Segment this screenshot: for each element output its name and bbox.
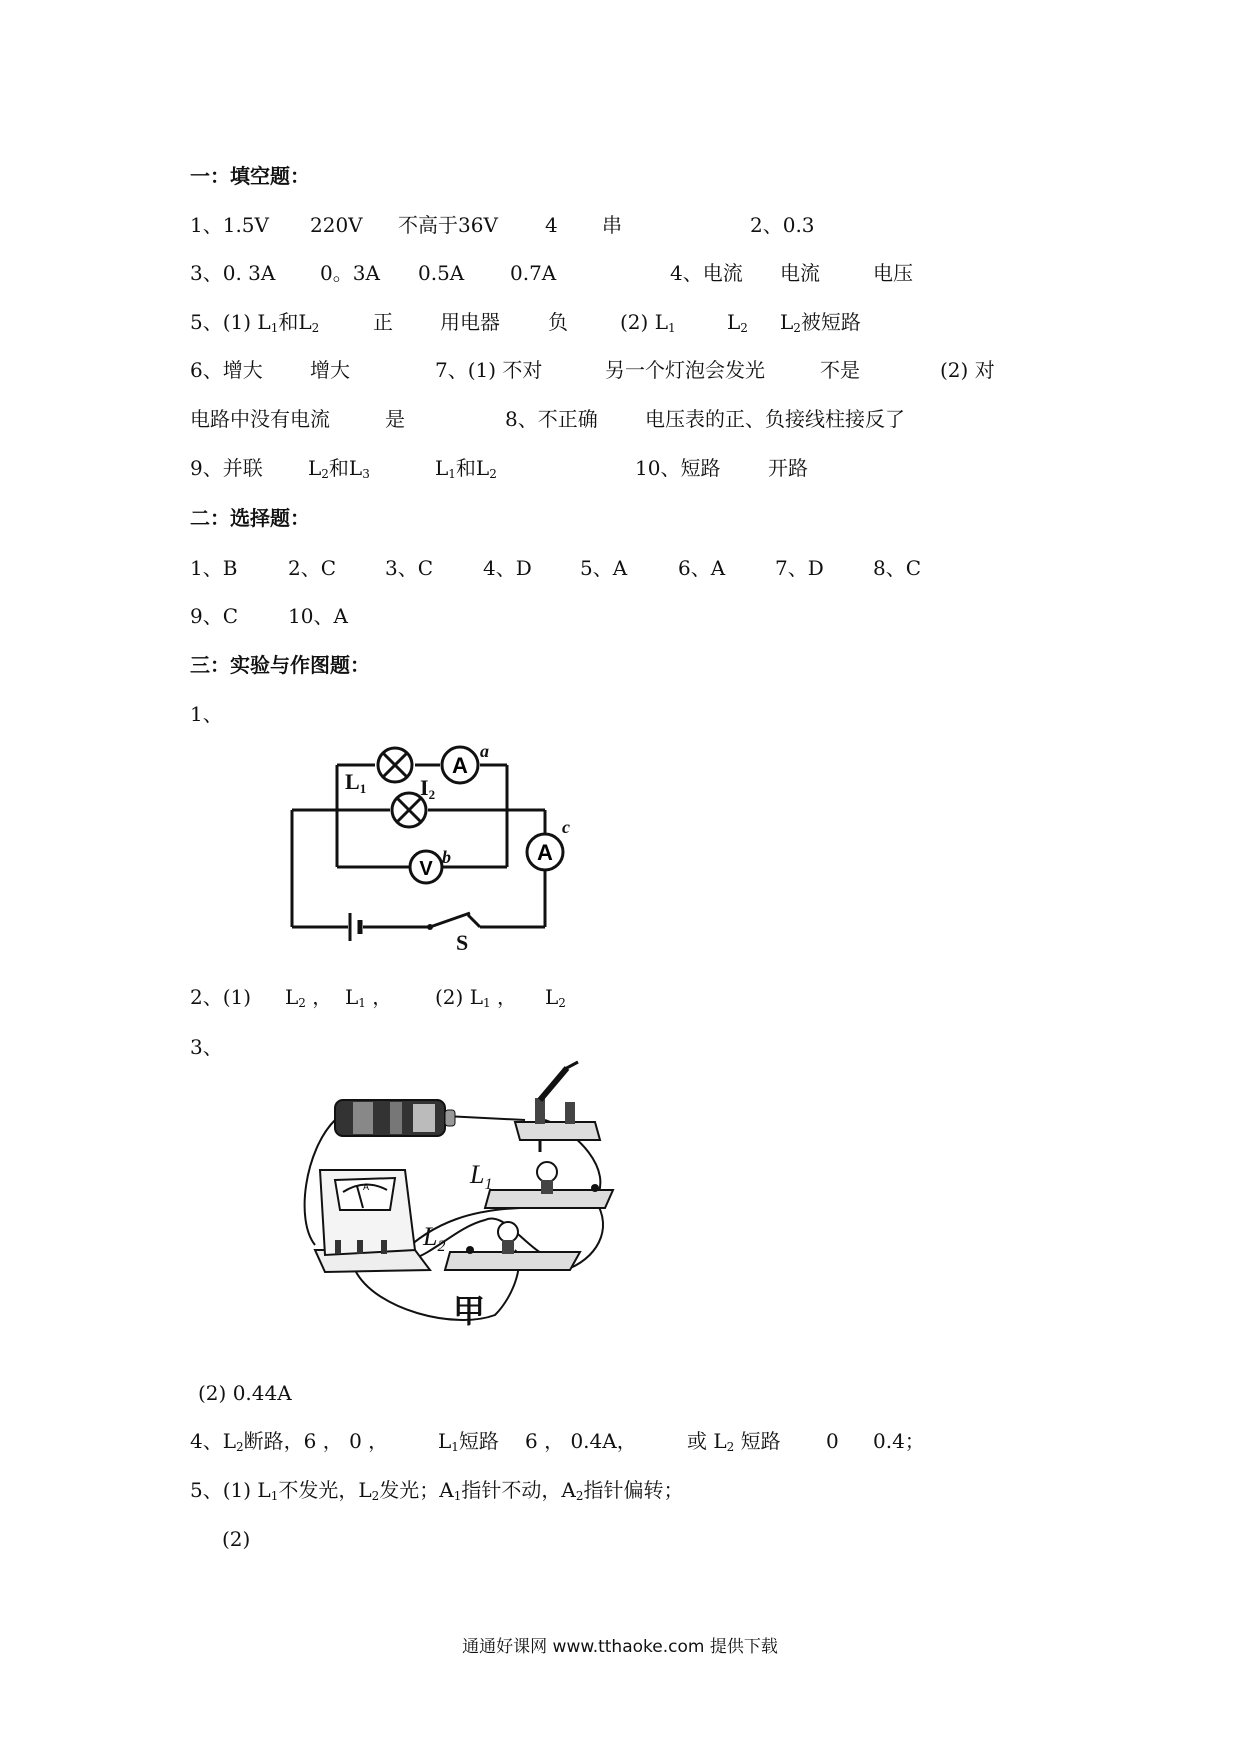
answer: 9、并联 <box>190 456 263 480</box>
lamp-l1-icon <box>378 748 412 782</box>
answer: (2) $L_1$ ， <box>435 985 517 1010</box>
answer: 增大 <box>310 358 350 382</box>
answer: $L_1$和$L_2$ <box>435 456 497 481</box>
choice: 7、D <box>775 556 824 580</box>
answer: $L_2$ ， <box>285 985 333 1010</box>
footer-text: 通通好课网 www.tthaoke.com 提供下载 <box>462 1637 778 1657</box>
label-l2: I2 <box>420 775 436 802</box>
answer: 4、$L_2$断路，6 ， 0 ， <box>190 1429 389 1454</box>
q3-label: 3、 <box>190 1035 223 1059</box>
choice: 10、A <box>288 604 348 628</box>
answer: 负 <box>548 310 568 334</box>
label-l1: L1 <box>345 769 367 796</box>
section2-heading: 二：选择题： <box>190 506 310 530</box>
answer: 2、0.3 <box>750 213 815 237</box>
battery-icon <box>335 1100 455 1136</box>
answer: $L_2$和$L_3$ <box>308 456 370 481</box>
answer: 电压 <box>873 261 913 285</box>
answer: 另一个灯泡会发光 <box>605 358 765 382</box>
choice: 6、A <box>678 556 726 580</box>
answer: 开路 <box>768 456 808 480</box>
switch-pivot <box>427 924 433 930</box>
answer: 0.7A <box>510 261 557 285</box>
choice: 9、C <box>190 604 239 628</box>
q1-label: 1、 <box>190 702 223 726</box>
lamp-l1-icon <box>485 1162 613 1208</box>
label-a: a <box>480 741 489 761</box>
answer: 0.5A <box>418 261 465 285</box>
answer: $L_2$被短路 <box>780 310 861 335</box>
answer: 0 <box>826 1429 839 1453</box>
answer: $L_1$短路 <box>438 1429 499 1454</box>
choice: 3、C <box>385 556 434 580</box>
choice: 4、D <box>483 556 532 580</box>
ammeter-a-icon <box>442 747 478 783</box>
svg-text:A: A <box>452 753 468 778</box>
answer: 串 <box>602 213 622 237</box>
svg-text:A: A <box>537 840 553 865</box>
answer: 电流 <box>780 261 820 285</box>
choice: 2、C <box>288 556 337 580</box>
label-c: c <box>562 817 570 837</box>
answer: 220V <box>310 213 363 237</box>
answer: 4 <box>545 213 558 237</box>
answer: $L_2$ <box>545 985 566 1010</box>
answer: 电压表的正、负接线柱接反了 <box>645 407 905 431</box>
label-s: S <box>456 930 469 950</box>
answer: $L_1$ ， <box>345 985 393 1010</box>
answer: 0。3A <box>320 261 380 285</box>
answer: 不是 <box>820 358 860 382</box>
choice: 8、C <box>873 556 922 580</box>
circuit-diagram <box>280 735 580 950</box>
answer: 8、不正确 <box>505 407 598 431</box>
answer: 是 <box>385 407 405 431</box>
q5-part2: (2) <box>222 1527 251 1551</box>
answer: 正 <box>373 310 393 334</box>
answer: (2) 对 <box>940 358 995 382</box>
answer: 6 ， 0.4A， <box>525 1429 637 1453</box>
label-b: b <box>442 847 451 867</box>
voltmeter-b-icon <box>410 851 442 883</box>
answer: 或 $L_2$ 短路 <box>687 1429 781 1454</box>
answer: 5、(1) $L_1$不发光，$L_2$发光；$A_1$指针不动，$A_2$指针偏转； <box>190 1478 684 1503</box>
ammeter-icon <box>315 1170 430 1272</box>
answer: 10、短路 <box>635 456 721 480</box>
q3-part2: (2) 0.44A <box>198 1381 292 1405</box>
svg-text:V: V <box>419 858 433 880</box>
answer: 6、增大 <box>190 358 263 382</box>
choice: 5、A <box>580 556 628 580</box>
answer: 3、0. 3A <box>190 261 276 285</box>
section3-heading: 三：实验与作图题： <box>190 653 370 677</box>
label-jia: 甲 <box>453 1292 486 1330</box>
answer: 4、电流 <box>670 261 743 285</box>
answer: (2) $L_1$ <box>620 310 676 335</box>
answer: 7、(1) 不对 <box>435 358 543 382</box>
answer: 用电器 <box>440 310 500 334</box>
label-l2: $L_2$ <box>423 1222 446 1255</box>
answer: 电路中没有电流 <box>190 407 330 431</box>
answer: 不高于36V <box>398 213 498 237</box>
choice: 1、B <box>190 556 238 580</box>
answer: 5、(1) $L_1$和$L_2$ <box>190 310 320 335</box>
svg-text:A: A <box>363 1182 370 1192</box>
answer: $L_2$ <box>727 310 748 335</box>
physical-circuit-sketch <box>295 1060 625 1350</box>
answer: 1、1.5V <box>190 213 269 237</box>
section1-heading: 一：填空题： <box>190 164 310 188</box>
label-l1: $L_1$ <box>470 1160 493 1193</box>
knife-switch-icon <box>515 1062 600 1152</box>
ammeter-c-icon <box>527 834 563 870</box>
answer: 0.4； <box>873 1429 925 1453</box>
battery-icon <box>350 913 360 941</box>
